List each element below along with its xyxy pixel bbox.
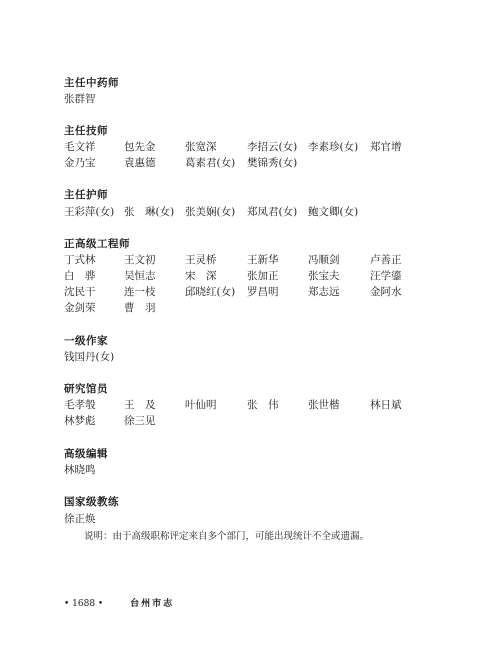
- person-name: 张 琳(女): [124, 206, 175, 218]
- person-name: 李素珍(女): [308, 141, 359, 153]
- explanatory-note: 说明：由于高级职称评定来自多个部门，可能出现统计不全或遗漏。: [84, 531, 370, 542]
- person-name: 徐正焕: [64, 513, 96, 525]
- person-name: 葛素君(女): [185, 157, 236, 169]
- section-heading: 主任中药师: [64, 77, 119, 89]
- person-name: 宋 深: [185, 270, 217, 282]
- person-name: 鲍文卿(女): [308, 206, 359, 218]
- person-name: 王灵桥: [185, 254, 217, 266]
- section-heading: 主任技师: [64, 125, 108, 137]
- person-name: 金乃宝: [64, 157, 96, 169]
- person-name: 汪学鎏: [370, 270, 402, 282]
- section-heading: 主任护师: [64, 189, 108, 201]
- person-name: 毛孝彀: [64, 399, 96, 411]
- person-name: 白 骅: [64, 270, 96, 282]
- person-name: 金剑荣: [64, 302, 96, 314]
- person-name: 王 及: [124, 399, 156, 411]
- section-heading: 研究馆员: [64, 383, 108, 395]
- person-name: 郑凤君(女): [247, 206, 298, 218]
- person-name: 王新华: [247, 254, 279, 266]
- person-name: 林晓鸣: [64, 464, 96, 476]
- section-heading: 高级编辑: [64, 448, 108, 460]
- person-name: 李招云(女): [247, 141, 298, 153]
- person-name: 袁惠德: [124, 157, 156, 169]
- person-name: 连一枝: [124, 286, 156, 298]
- person-name: 王彩萍(女): [64, 206, 115, 218]
- page-footer: [64, 596, 174, 609]
- person-name: 曹 羽: [124, 302, 156, 314]
- person-name: 樊锦秀(女): [247, 157, 298, 169]
- page-number: • 1688 •: [64, 599, 104, 609]
- person-name: 罗昌明: [247, 286, 279, 298]
- person-name: 冯顺剑: [308, 254, 340, 266]
- person-name: 丁式林: [64, 254, 96, 266]
- person-name: 叶仙明: [185, 399, 217, 411]
- section-heading: 正高级工程师: [64, 238, 130, 250]
- person-name: 王文初: [124, 254, 156, 266]
- person-name: 张世楷: [308, 399, 340, 411]
- person-name: 郑志远: [308, 286, 340, 298]
- section-heading: 国家级教练: [64, 496, 119, 508]
- person-name: 钱国丹(女): [64, 351, 115, 363]
- person-name: 张 伟: [247, 399, 279, 411]
- person-name: 徐三见: [124, 415, 156, 427]
- person-name: 金阿水: [370, 286, 402, 298]
- person-name: 卢善正: [370, 254, 402, 266]
- person-name: 张宝夫: [308, 270, 340, 282]
- person-name: 郑官增: [370, 141, 402, 153]
- person-name: 林日斌: [370, 399, 402, 411]
- person-name: 沈民干: [64, 286, 96, 298]
- person-name: 张群智: [64, 93, 96, 105]
- person-name: 包先金: [124, 141, 156, 153]
- person-name: 吴恒志: [124, 270, 156, 282]
- person-name: 林梦彪: [64, 415, 96, 427]
- person-name: 张美娴(女): [185, 206, 236, 218]
- person-name: 邱晓红(女): [185, 286, 236, 298]
- person-name: 毛文祥: [64, 141, 96, 153]
- person-name: 张加正: [247, 270, 279, 282]
- book-title: 台州市志: [130, 599, 175, 609]
- section-heading: 一级作家: [64, 335, 108, 347]
- person-name: 张宽深: [185, 141, 217, 153]
